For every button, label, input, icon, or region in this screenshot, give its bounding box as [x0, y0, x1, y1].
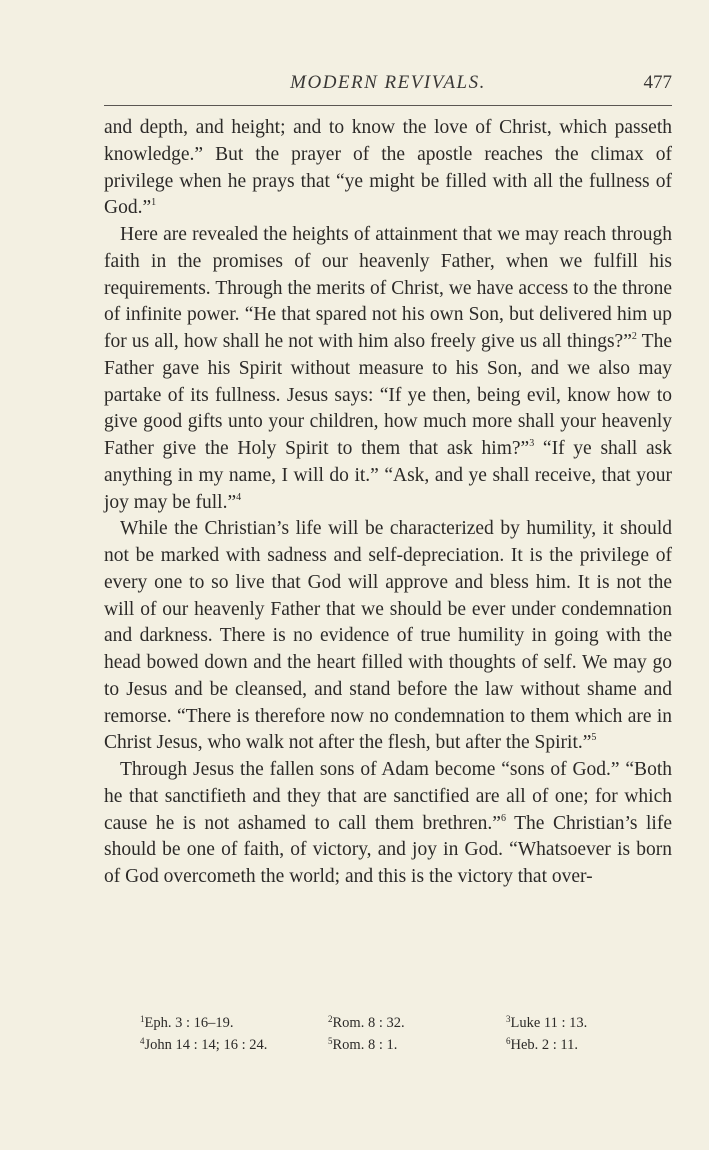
paragraph-text: While the Christian’s life will be characterized by humility, it should not be marked with sadness and self-depreciation. It is the privilege of every one to so live that God will approve and bless him. It is not the will of our heavenly Father that we should be ever under condemnation and darkness. There is no evidence of true humility in going with the head bowed down and the heart filled with thoughts of self. We may go to Jesus and be cleansed, and stand before the law without shame and remorse. “There is therefore now no condemnation to them which are in Christ Jesus, who walk not after the flesh, but after the Spirit.”	[104, 518, 672, 754]
footnote-mark: 1	[140, 1014, 145, 1024]
paragraph	[104, 222, 672, 516]
footnote-marker: 4	[236, 491, 242, 503]
footnote-marker: 2	[631, 331, 637, 342]
footnote-reference: Eph. 3 : 16–19.	[144, 1015, 234, 1031]
footnote	[506, 1034, 578, 1056]
footnotes	[140, 1012, 660, 1056]
footnote-row	[140, 1034, 660, 1056]
footnote-mark: 4	[140, 1036, 145, 1046]
footnote-mark: 6	[506, 1036, 511, 1046]
footnote	[140, 1012, 234, 1034]
paragraph-text: The Christian’s life should be one of faith, of victory, and joy in God. “Whatsoever is born of God overcometh the world; and this is the victory that over-	[104, 812, 672, 887]
header-rule	[104, 105, 672, 106]
footnote	[328, 1012, 405, 1034]
footnote-marker: 1	[151, 197, 157, 209]
paragraph-text: The Father gave his Spirit without measure to his Son, and we also may partake of its fullness. Jesus says: “If ye then, being evil, know how to give good gifts unto your children, how much more shall your heavenly Father give the Holy Spirit to them that ask him?”	[104, 331, 672, 459]
paragraph-text: Through Jesus the fallen sons of Adam become “sons of God.” “Both he that sanctifieth and they that are sanctified are all of one; for which cause he is not ashamed to call them brethren.”	[104, 759, 672, 834]
paragraph-text: and depth, and height; and to know the love of Christ, which passeth knowledge.” But the prayer of the apostle reaches the climax of privilege when he prays that “ye might be filled with all the fullness of God.”	[104, 117, 672, 219]
paragraph-text: “If ye shall ask anything in my name, I will do it.” “Ask, and ye shall receive, that your joy may be full.”	[104, 438, 673, 513]
footnote-reference: Rom. 8 : 32.	[332, 1015, 405, 1031]
running-title: MODERN REVIVALS.	[290, 72, 486, 93]
footnote-mark: 3	[506, 1014, 511, 1024]
footnote	[140, 1034, 267, 1056]
footnote-reference: Heb. 2 : 11.	[510, 1037, 579, 1053]
footnote-marker: 6	[500, 812, 506, 824]
footnote-marker: 5	[591, 732, 597, 744]
footnote	[328, 1034, 397, 1056]
footnote	[506, 1012, 587, 1034]
footnote-reference: John 14 : 14; 16 : 24.	[144, 1037, 268, 1053]
paragraph	[104, 516, 672, 757]
paragraph	[104, 115, 672, 222]
footnote-mark: 2	[328, 1014, 333, 1024]
page-header	[104, 72, 672, 98]
footnote-mark: 5	[328, 1036, 333, 1046]
page-number: 477	[643, 72, 672, 93]
paragraph-text: Here are revealed the heights of attainment that we may reach through faith in the promises of our heavenly Father, when we fulfill his requirements. Through the merits of Christ, we have access to the throne of infinite power. “He that spared not his own Son, but delivered him up for us all, how shall he not with him also freely give us all things?”	[104, 224, 672, 352]
footnote-reference: Luke 11 : 13.	[510, 1015, 588, 1031]
footnote-marker: 3	[529, 438, 535, 449]
body-text	[104, 115, 672, 891]
footnote-reference: Rom. 8 : 1.	[332, 1037, 398, 1053]
paragraph	[104, 757, 672, 891]
footnote-row	[140, 1012, 660, 1034]
